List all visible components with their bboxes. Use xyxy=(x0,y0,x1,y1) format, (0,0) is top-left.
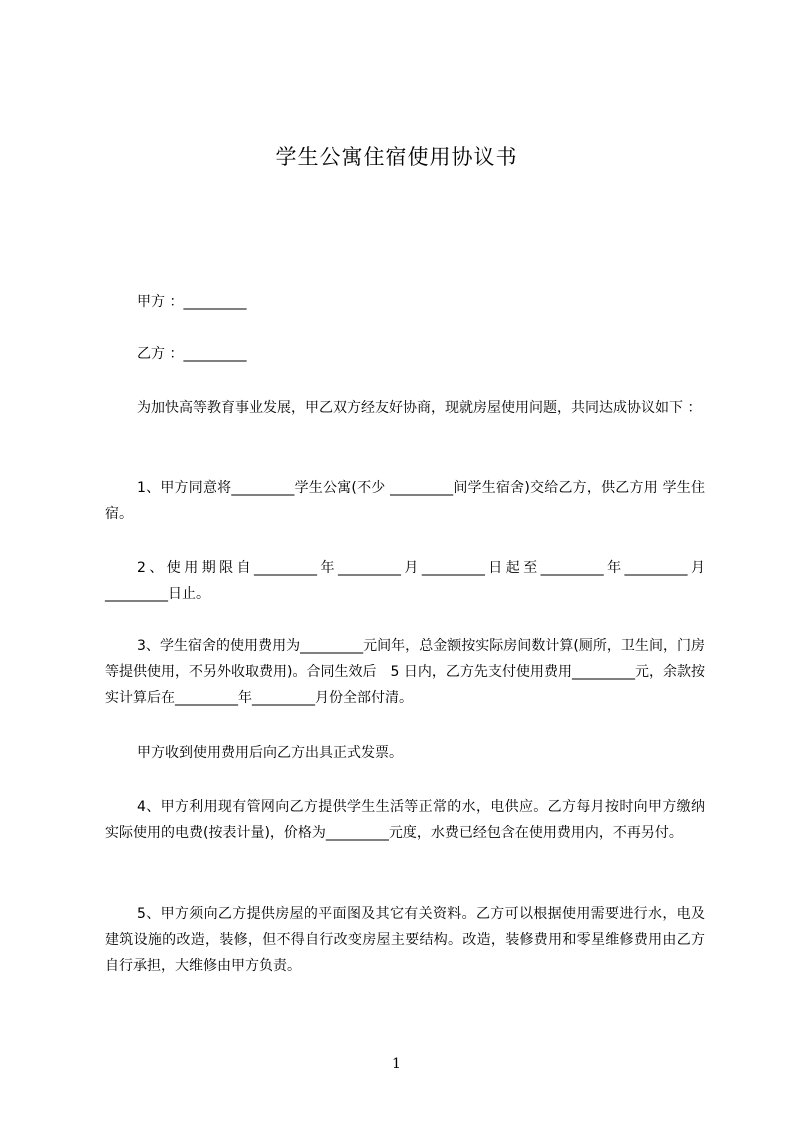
clause-5-text: 5、甲方须向乙方提供房屋的平面图及其它有关资料。乙方可以根据使用需要进行水，电及建筑设施的改造，装修，但不得自行改变房屋主要结构。改造，装修费用和零星维修费用由乙方自行承担，大维修由甲方负责。 xyxy=(105,906,705,974)
invoice-note-text: 甲方收到使用费用后向乙方出具正式发票。 xyxy=(137,745,403,761)
clause-4-paragraph xyxy=(105,794,705,846)
clause-1-text: 1、甲方同意将_________学生公寓(不少 _________间学生宿舍)交给乙方，供乙方用 学生住宿。 xyxy=(105,480,705,522)
party-b-line xyxy=(105,341,705,367)
party-b-text: 乙方 ：_________ xyxy=(137,346,247,362)
clause-2-paragraph xyxy=(105,555,705,607)
invoice-note-paragraph xyxy=(105,740,705,766)
clause-5-paragraph xyxy=(105,901,705,979)
clause-3-paragraph xyxy=(105,633,705,711)
party-a-line xyxy=(105,289,705,315)
clause-2-text: 2、使用期限自_________年_________月_________日起至_________年_________月_________日止。 xyxy=(105,560,705,602)
intro-paragraph xyxy=(105,395,705,421)
page-number: 1 xyxy=(392,1056,401,1072)
clause-3-text: 3、学生宿舍的使用费用为_________元间年，总金额按实际房间数计算(厕所，卫生间，门房等提供使用，不另外收取费用)。合同生效后 5 日内，乙方先支付使用费用_________元，余款按实计算后在_________年_________月份全部付清。 xyxy=(105,638,705,706)
clause-1-paragraph xyxy=(105,475,705,527)
intro-text: 为加快高等教育事业发展，甲乙双方经友好协商，现就房屋使用问题，共同达成协议如下 ： xyxy=(137,400,702,416)
clause-4-text: 4、甲方利用现有管网向乙方提供学生生活等正常的水，电供应。乙方每月按时向甲方缴纳实际使用的电费(按表计量)，价格为_________元度，水费已经包含在使用费用内，不再另付。 xyxy=(105,799,705,841)
document-title: 学生公寓住宿使用协议书 xyxy=(275,145,518,169)
party-a-text: 甲方 ：_________ xyxy=(137,294,247,310)
